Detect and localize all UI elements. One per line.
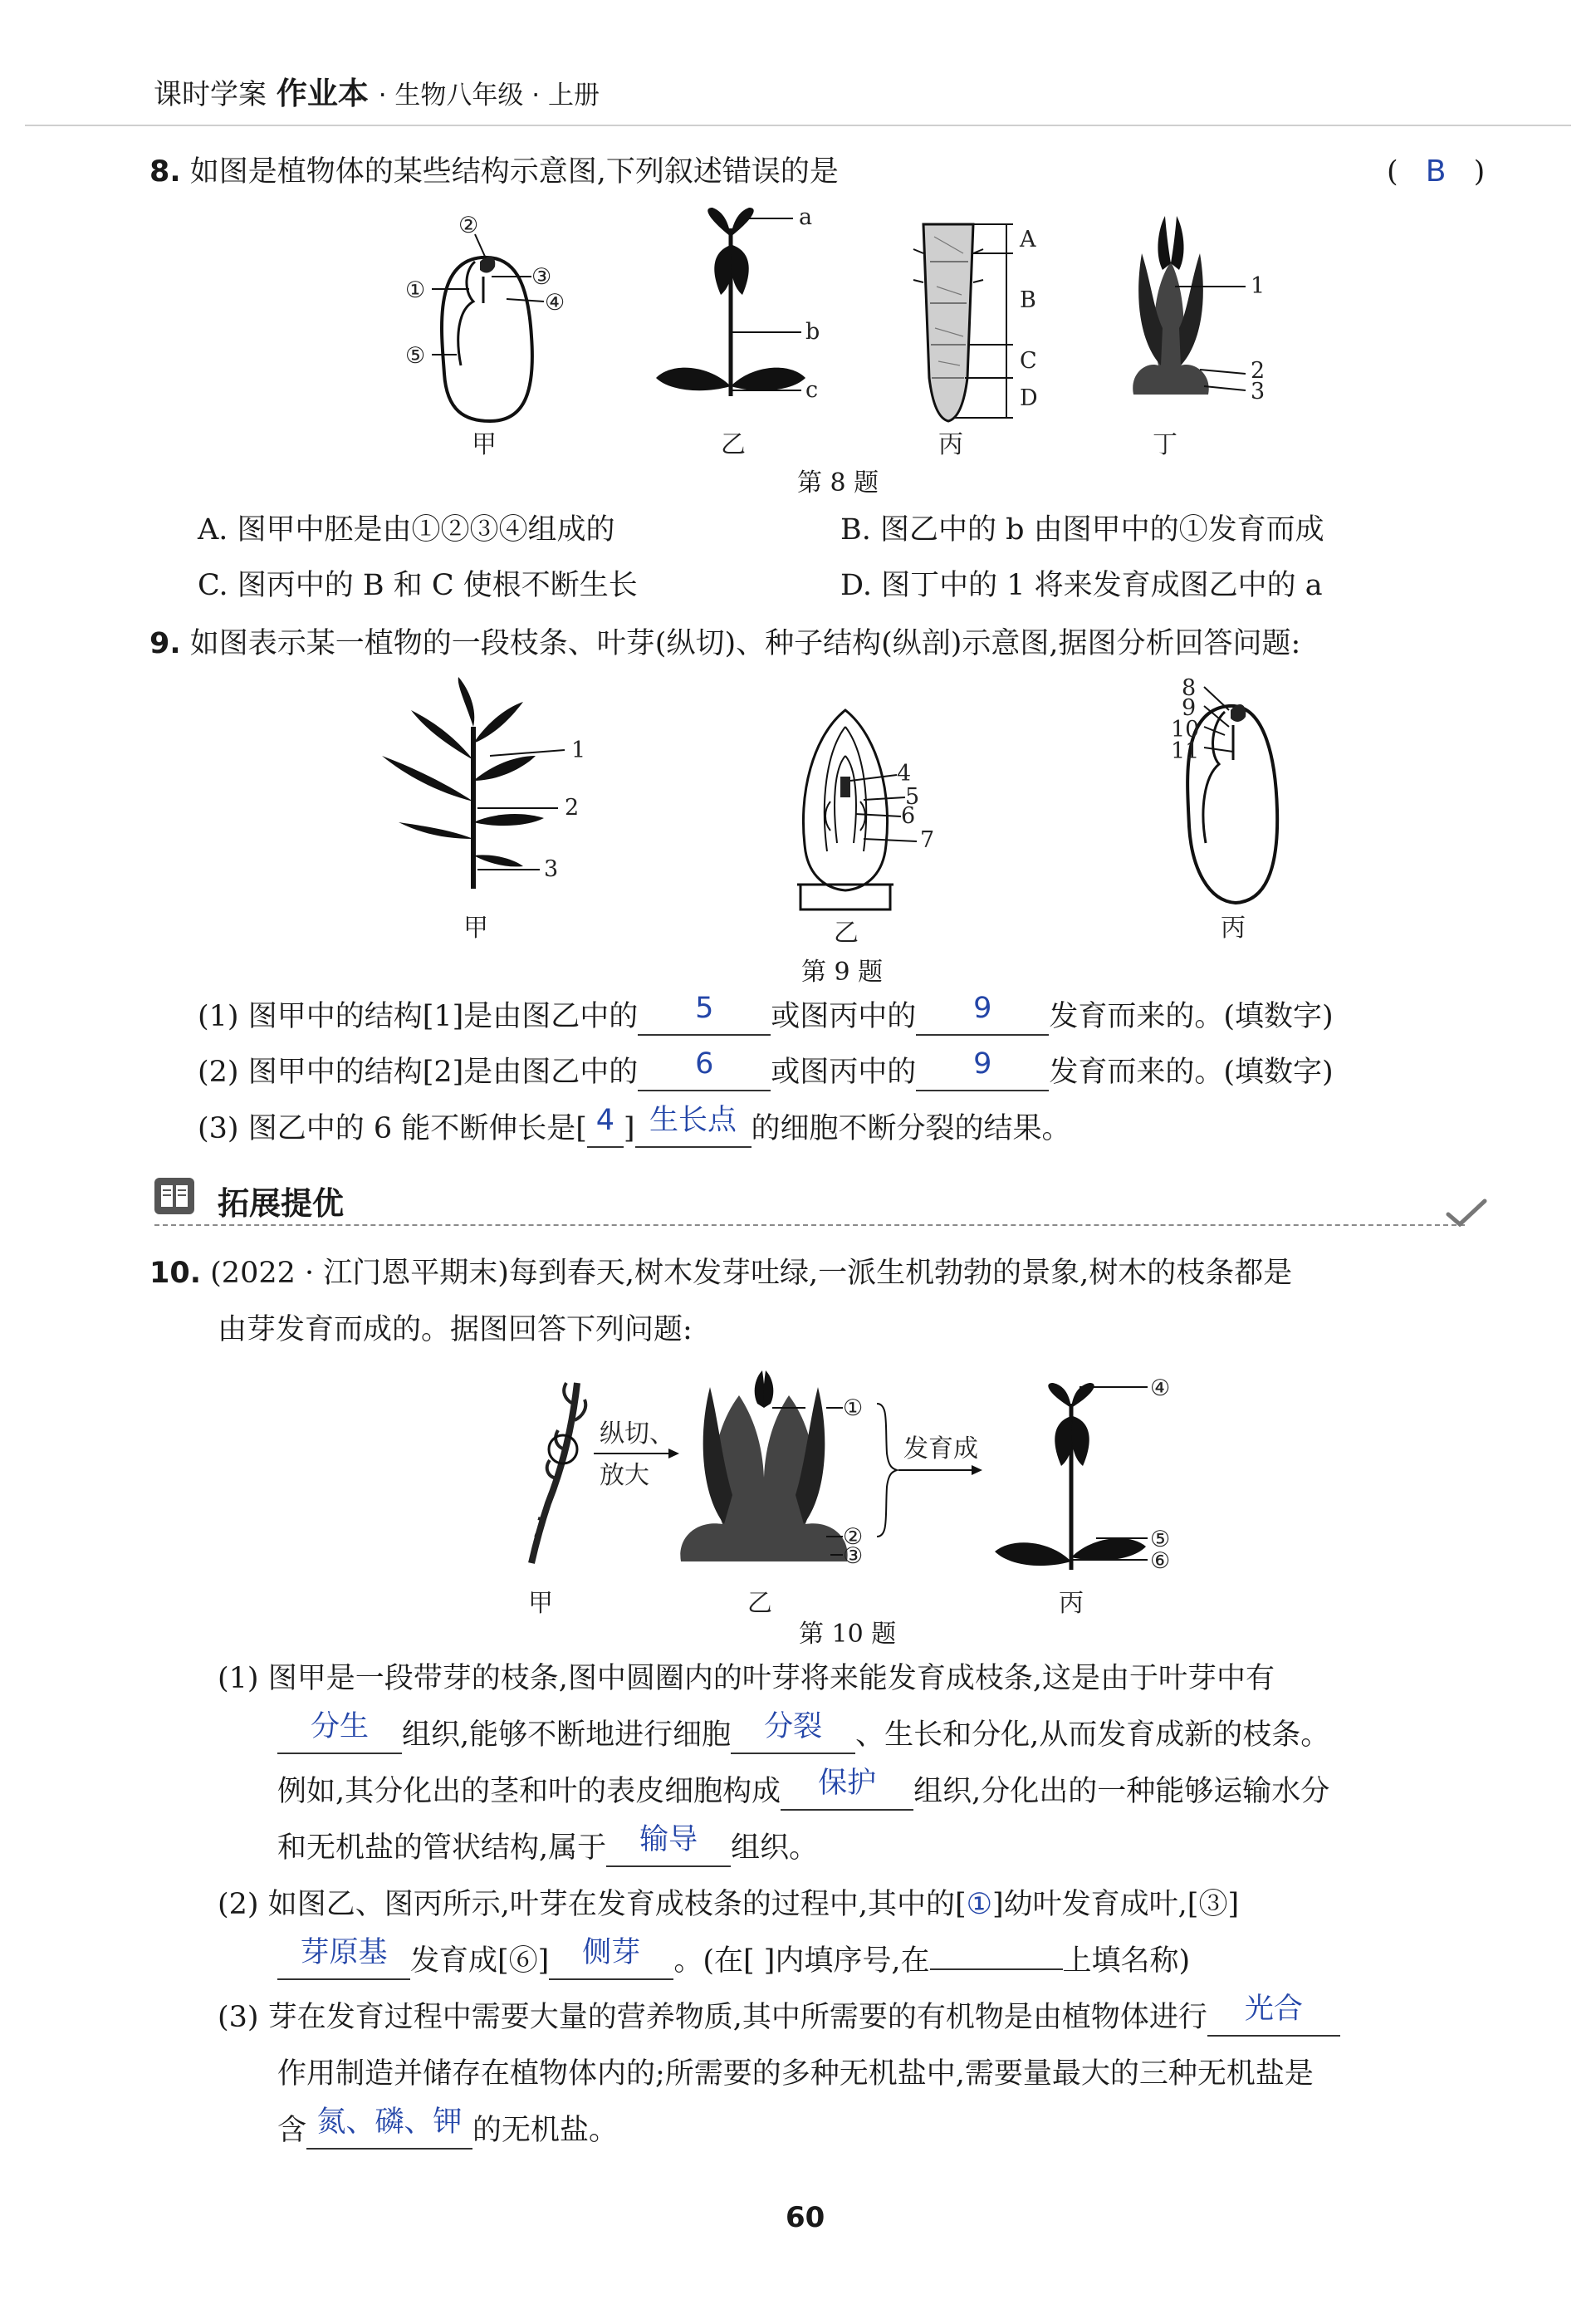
- q8-bud-label-1: 1: [1251, 273, 1266, 299]
- q8-stem-label-a: a: [799, 204, 813, 230]
- q9-sub2: [198, 1047, 1334, 1091]
- q10-sub1-answer1: 分生: [310, 1710, 369, 1743]
- q9-sub1-blank2: [916, 992, 1049, 1036]
- q10-sub3-blank1: [1207, 1993, 1340, 2037]
- q10-sub3-line1: [218, 1993, 1340, 2037]
- q10-sub1-blank3: [781, 1767, 913, 1811]
- q10-sub2-answer3: 侧芽: [582, 1936, 641, 1969]
- q9-sub3-blank2: [635, 1104, 751, 1148]
- q8-option-d: D. 图丁中的 1 将来发育成图乙中的 a: [840, 569, 1323, 602]
- q10-sub2-line1: [218, 1887, 1239, 1922]
- q9-sub3-answer2: 生长点: [649, 1104, 737, 1137]
- q8-seed-label-2: ②: [458, 213, 479, 238]
- q10-arrow-develop: [877, 1404, 982, 1537]
- q10-sub2-answer1: ①: [966, 1888, 993, 1921]
- q10-sub1-answer2: 分裂: [764, 1710, 823, 1743]
- q10-stem-label-5: ⑤: [1150, 1527, 1171, 1552]
- q8-seed-diagram: [405, 213, 565, 459]
- q9-sub2-answer2: 9: [973, 1047, 992, 1081]
- q10-bud-diagram: [680, 1370, 863, 1618]
- q10-sub1-line1: (1) 图甲是一段带芽的枝条,图中圆圈内的叶芽将来能发育成枝条,这是由于叶芽中有: [218, 1662, 1275, 1695]
- q10-sub2-line2: [277, 1936, 1191, 1980]
- q9-seed-label-10: 10: [1171, 717, 1200, 743]
- q10-arrow1-line2: 放大: [600, 1461, 649, 1490]
- q8-number: 8.: [149, 155, 181, 189]
- q8-root-label-A: A: [1020, 227, 1036, 252]
- q8-root-label-B: B: [1020, 287, 1036, 313]
- q10-caption: 第 10 题: [799, 1620, 897, 1649]
- bracket-left: (: [1387, 155, 1398, 189]
- q10-stem-line1: [149, 1256, 1292, 1291]
- q9-sub1-answer2: 9: [973, 992, 992, 1025]
- header-series: 课时学案: [154, 78, 267, 111]
- q9-seed-label-8: 8: [1182, 677, 1197, 701]
- q9-sub1-answer1: 5: [695, 992, 714, 1025]
- q10-bud-label-3: ③: [843, 1543, 864, 1569]
- q9-bud-label-6: 6: [901, 803, 916, 829]
- q9-branch-diagram: [382, 677, 585, 943]
- q9-sub3-post: 的细胞不断分裂的结果。: [751, 1112, 1071, 1145]
- q9-sub1-mid: 或图丙中的: [771, 1000, 917, 1033]
- q9-sub3-pre: (3) 图乙中的 6 能不断伸长是[: [198, 1112, 587, 1145]
- q10-sub2-text1a: (2) 如图乙、图丙所示,叶芽在发育成枝条的过程中,其中的[: [218, 1888, 967, 1921]
- q10-sub3-text3a: 含: [277, 2114, 307, 2147]
- q9-sub2-pre: (2) 图甲中的结构[2]是由图乙中的: [198, 1056, 639, 1089]
- q8-stem-line: [149, 154, 839, 189]
- q10-bud-label-2: ②: [843, 1524, 864, 1550]
- q9-sub2-blank1: [638, 1047, 771, 1091]
- q10-sub3-blank2: [306, 2106, 472, 2150]
- q9-caption: 第 9 题: [801, 958, 884, 987]
- q8-option-a: A. 图甲中胚是由①②③④组成的: [198, 513, 615, 547]
- q9-sub2-answer1: 6: [695, 1047, 714, 1081]
- q9-fig-bing: 丙: [1221, 914, 1246, 943]
- header-divider: [25, 125, 1571, 126]
- q8-fig-jia: 甲: [472, 430, 497, 459]
- page-header: [154, 68, 600, 113]
- bracket-right: ): [1473, 155, 1486, 189]
- q10-arrow1-line1: 纵切、: [600, 1419, 674, 1449]
- check-icon: [1445, 1196, 1488, 1229]
- q10-sub1-text2b: 、生长和分化,从而发育成新的枝条。: [855, 1718, 1330, 1752]
- q10-sub2-text2c: 上填名称): [1062, 1944, 1191, 1978]
- header-book: 作业本: [276, 76, 369, 111]
- section-book-icon: [154, 1178, 194, 1214]
- q8-fig-ding: 丁: [1153, 430, 1177, 459]
- q9-bud-label-4: 4: [897, 761, 912, 787]
- q9-sub2-post: 发育而来的。(填数字): [1049, 1056, 1334, 1089]
- q8-seed-label-4: ④: [545, 290, 565, 316]
- q10-twig-diagram: [528, 1383, 585, 1618]
- q9-stem: 如图表示某一植物的一段枝条、叶芽(纵切)、种子结构(纵剖)示意图,据图分析回答问题:: [189, 627, 1301, 660]
- q9-sub3-mid: ]: [623, 1112, 635, 1145]
- q10-sub3-line3: [277, 2106, 619, 2150]
- q9-fig-yi: 乙: [834, 919, 859, 948]
- q9-bud-label-7: 7: [920, 827, 935, 853]
- q9-sub3: [198, 1104, 1071, 1148]
- q8-answer: B: [1425, 154, 1447, 189]
- q10-sub1-line4: [277, 1823, 819, 1867]
- q10-sub3-answer2: 氮、磷、钾: [316, 2106, 463, 2139]
- q10-sub1-blank4: [606, 1823, 731, 1867]
- q10-sub2-blank-empty: [930, 1968, 1063, 1970]
- q9-figure: [365, 677, 1345, 955]
- q10-sub3-line2: 作用制造并储存在植物体内的;所需要的多种无机盐中,需要量最大的三种无机盐是: [277, 2057, 1314, 2091]
- q10-sub1-answer3: 保护: [818, 1767, 877, 1800]
- section-title: 拓展提优: [218, 1185, 345, 1222]
- q10-arrow2-label: 发育成: [903, 1434, 978, 1463]
- q10-sub3-text1a: (3) 芽在发育过程中需要大量的营养物质,其中所需要的有机物是由植物体进行: [218, 2001, 1207, 2034]
- q9-seed-label-9: 9: [1182, 695, 1197, 721]
- q10-sub1-blank2: [731, 1710, 855, 1754]
- section-divider: [154, 1224, 1465, 1226]
- q8-option-b: B. 图乙中的 b 由图甲中的①发育而成: [840, 513, 1324, 547]
- q10-sub1-text4b: 组织。: [731, 1831, 819, 1865]
- q9-branch-label-2: 2: [565, 795, 580, 821]
- q10-number: 10.: [149, 1257, 202, 1290]
- q9-seed-diagram: [1171, 677, 1277, 943]
- q9-sub1-blank1: [638, 992, 771, 1036]
- q9-bud-diagram: [797, 710, 934, 948]
- page-number: 60: [786, 2201, 825, 2234]
- q8-figure: [382, 203, 1312, 461]
- q8-stem-label-b: b: [805, 319, 820, 345]
- q8-bud-label-2: 2: [1251, 358, 1266, 384]
- q8-seed-label-1: ①: [405, 277, 426, 303]
- q10-sub2-text2b: 。(在[ ]内填序号,在: [673, 1944, 930, 1978]
- q8-fig-yi: 乙: [721, 430, 746, 459]
- q10-stem-diagram: [995, 1375, 1170, 1618]
- q8-seed-label-3: ③: [531, 264, 552, 290]
- q9-seed-label-11: 11: [1171, 738, 1200, 764]
- q8-stem-diagram: [656, 204, 820, 459]
- q10-sub1-line2: [277, 1710, 1330, 1754]
- q10-sub1-text4a: 和无机盐的管状结构,属于: [277, 1831, 607, 1865]
- q10-sub3-answer1: 光合: [1244, 1993, 1303, 2026]
- q10-fig-yi: 乙: [747, 1589, 772, 1618]
- q10-fig-bing: 丙: [1059, 1589, 1084, 1618]
- q8-bud-label-3: 3: [1251, 379, 1266, 404]
- q8-option-c: C. 图丙中的 B 和 C 使根不断生长: [198, 569, 638, 602]
- q9-sub1-post: 发育而来的。(填数字): [1049, 1000, 1334, 1033]
- q10-sub2-text2a: 发育成[⑥]: [410, 1944, 550, 1978]
- q10-sub2-answer2: 芽原基: [300, 1936, 388, 1969]
- q8-stem-label-c: c: [805, 377, 819, 403]
- q10-sub1-text2a: 组织,能够不断地进行细胞: [402, 1718, 732, 1752]
- q9-sub3-blank1: [587, 1104, 624, 1148]
- q10-stem-2: 由芽发育而成的。据图回答下列问题:: [218, 1313, 693, 1346]
- q8-caption: 第 8 题: [797, 468, 879, 498]
- q8-seed-label-5: ⑤: [405, 343, 426, 369]
- q10-arrow-cut-enlarge: [594, 1419, 679, 1490]
- q9-sub2-blank2: [916, 1047, 1049, 1091]
- q10-sub2-blank3: [549, 1936, 673, 1980]
- q10-stem-label-4: ④: [1150, 1375, 1171, 1401]
- q8-root-diagram: [913, 224, 1038, 459]
- q8-stem: 如图是植物体的某些结构示意图,下列叙述错误的是: [189, 155, 839, 189]
- q9-sub1: [198, 992, 1334, 1036]
- q10-sub1-answer4: 输导: [639, 1823, 698, 1856]
- q10-stem-label-6: ⑥: [1150, 1548, 1171, 1574]
- q8-root-label-D: D: [1020, 385, 1038, 411]
- q10-stem-1: (2022 · 江门恩平期末)每到春天,树木发芽吐绿,一派生机勃勃的景象,树木的枝条都是: [210, 1257, 1293, 1290]
- q9-sub3-answer1: 4: [595, 1104, 615, 1137]
- q10-sub3-text3b: 的无机盐。: [472, 2114, 619, 2147]
- q10-figure: [498, 1370, 1196, 1620]
- q10-sub2-text1b: ]幼叶发育成叶,[③]: [992, 1888, 1240, 1921]
- header-subject: · 生物八年级 · 上册: [378, 81, 600, 110]
- q9-stem-line: [149, 626, 1300, 661]
- q9-sub1-pre: (1) 图甲中的结构[1]是由图乙中的: [198, 1000, 639, 1033]
- q9-bud-label-5: 5: [905, 784, 920, 810]
- q10-sub1-blank1: [277, 1710, 402, 1754]
- q10-sub1-text3a: 例如,其分化出的茎和叶的表皮细胞构成: [277, 1775, 781, 1808]
- q9-sub2-mid: 或图丙中的: [771, 1056, 917, 1089]
- q8-root-label-C: C: [1020, 348, 1037, 374]
- q10-bud-label-1: ①: [843, 1395, 864, 1421]
- q9-branch-label-3: 3: [544, 856, 559, 882]
- q9-fig-jia: 甲: [463, 914, 488, 943]
- q9-number: 9.: [149, 627, 181, 660]
- q8-bud-diagram: [1133, 216, 1265, 459]
- q10-sub1-text3b: 组织,分化出的一种能够运输水分: [913, 1775, 1330, 1808]
- q8-answer-bracket: [1387, 154, 1485, 189]
- q10-fig-jia: 甲: [528, 1589, 553, 1618]
- q9-branch-label-1: 1: [571, 738, 586, 763]
- q10-sub1-line3: [277, 1767, 1330, 1811]
- q8-fig-bing: 丙: [938, 430, 963, 459]
- q10-sub2-blank2: [277, 1936, 410, 1980]
